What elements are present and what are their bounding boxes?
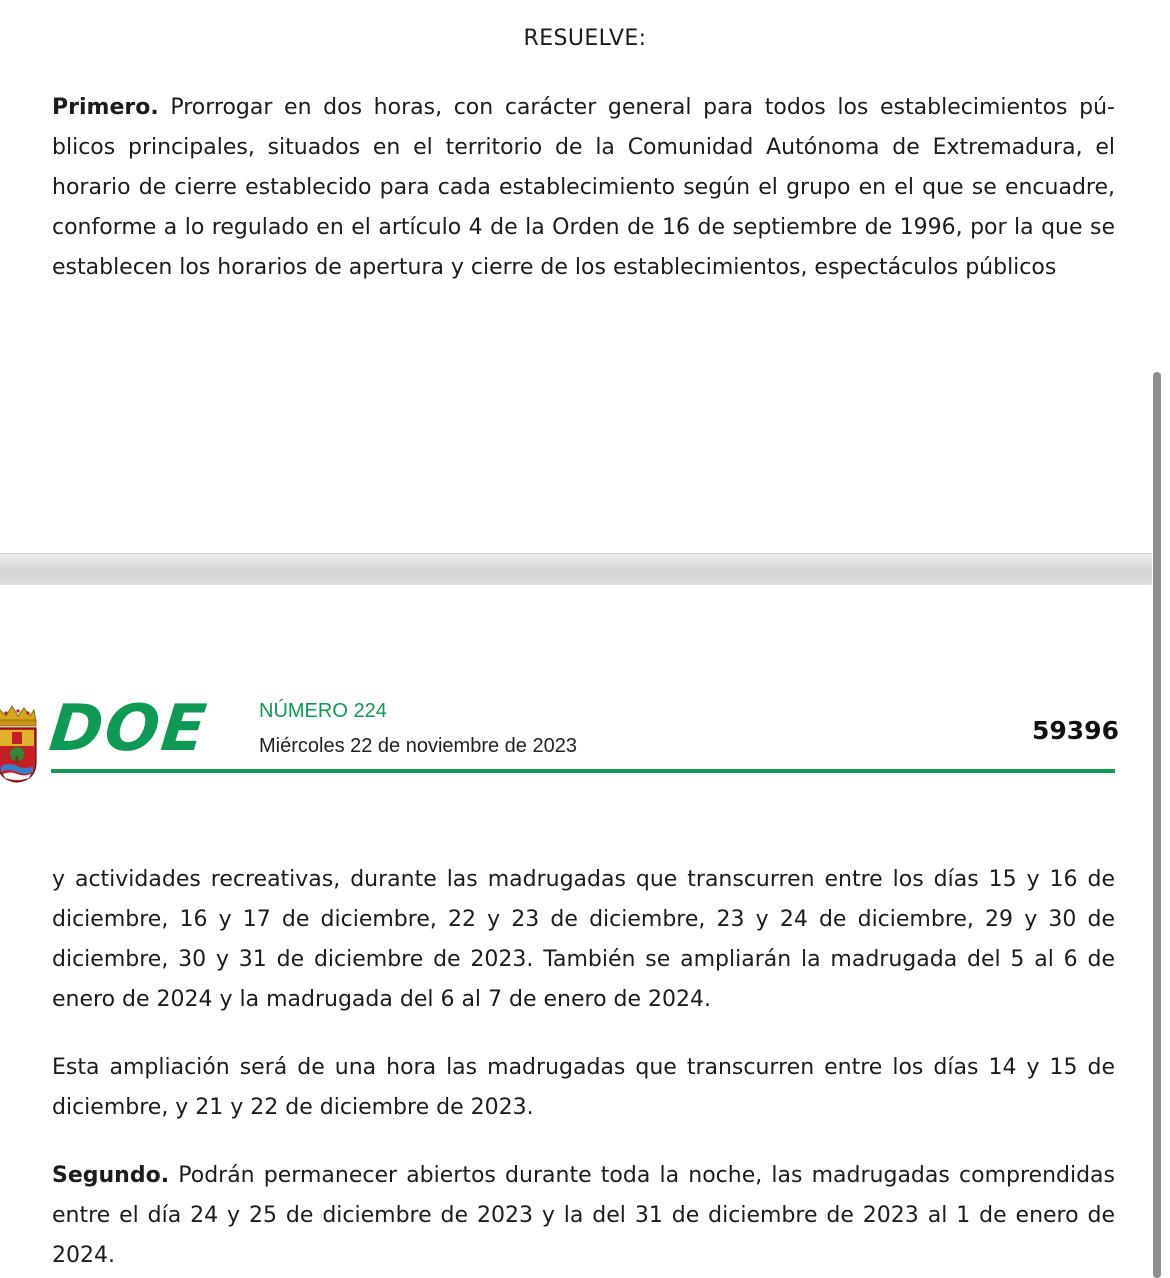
cont-line-2: diciembre, 16 y 17 de diciembre, 22 y 23 de diciembre, 23 y 24 de diciembre, 29 y 30 de (52, 907, 1115, 932)
second-line-3: 2024. (52, 1243, 115, 1268)
resolution-heading: RESUELVE: (523, 26, 647, 51)
second-paragraph (52, 1156, 1115, 1276)
page-number: 59396 (1032, 716, 1119, 745)
second-line-2: entre el día 24 y 25 de diciembre de 2023 y la del 31 de diciembre de 2023 al 1 de enero de (52, 1203, 1115, 1228)
extremadura-coat-of-arms-icon (0, 700, 38, 784)
ext-line-2: diciembre, y 21 y 22 de diciembre de 2023. (52, 1095, 534, 1120)
issue-date: Miércoles 22 de noviembre de 2023 (259, 735, 577, 757)
page-upper (0, 0, 1152, 553)
first-line-3: horario de cierre establecido para cada establecimiento según el grupo en el que se encuadre, (52, 175, 1115, 200)
first-line-5: se establecen los horarios de apertura y cierre de los establecimientos, espectáculos públicos (52, 215, 1115, 280)
second-label: Segundo. (52, 1163, 170, 1188)
first-line-4: conforme a lo regulado en el artículo 4 de la Orden de 16 de septiembre de 1996, por la que (52, 215, 1083, 240)
first-label: Primero. (52, 95, 159, 120)
cont-line-3: diciembre, 30 y 31 de diciembre de 2023. También se ampliarán la madrugada del 5 al 6 de (52, 947, 1115, 972)
issue-number: NÚMERO 224 (259, 700, 387, 722)
cont-line-4: enero de 2024 y la madrugada del 6 al 7 de enero de 2024. (52, 987, 712, 1012)
header-divider (51, 769, 1115, 773)
ext-line-1: Esta ampliación será de una hora las madrugadas que transcurren entre los días 14 y 15 de (52, 1055, 1115, 1080)
scrollbar-thumb[interactable] (1153, 372, 1161, 1278)
continuation-paragraph (52, 860, 1115, 1020)
second-line-1: Podrán permanecer abiertos durante toda la noche, las madrugadas comprendidas (178, 1163, 1115, 1188)
doe-logo: DOE (46, 692, 212, 766)
first-line-1: Prorrogar en dos horas, con carácter general para todos los establecimientos pú- (170, 95, 1115, 120)
page-separator (0, 553, 1152, 587)
cont-line-1: y actividades recreativas, durante las madrugadas que transcurren entre los días 15 y 16 de (52, 867, 1115, 892)
extension-paragraph (52, 1048, 1115, 1128)
first-paragraph (52, 88, 1115, 288)
first-line-2: blicos principales, situados en el territorio de la Comunidad Autónoma de Extremadura, el (52, 135, 1115, 160)
